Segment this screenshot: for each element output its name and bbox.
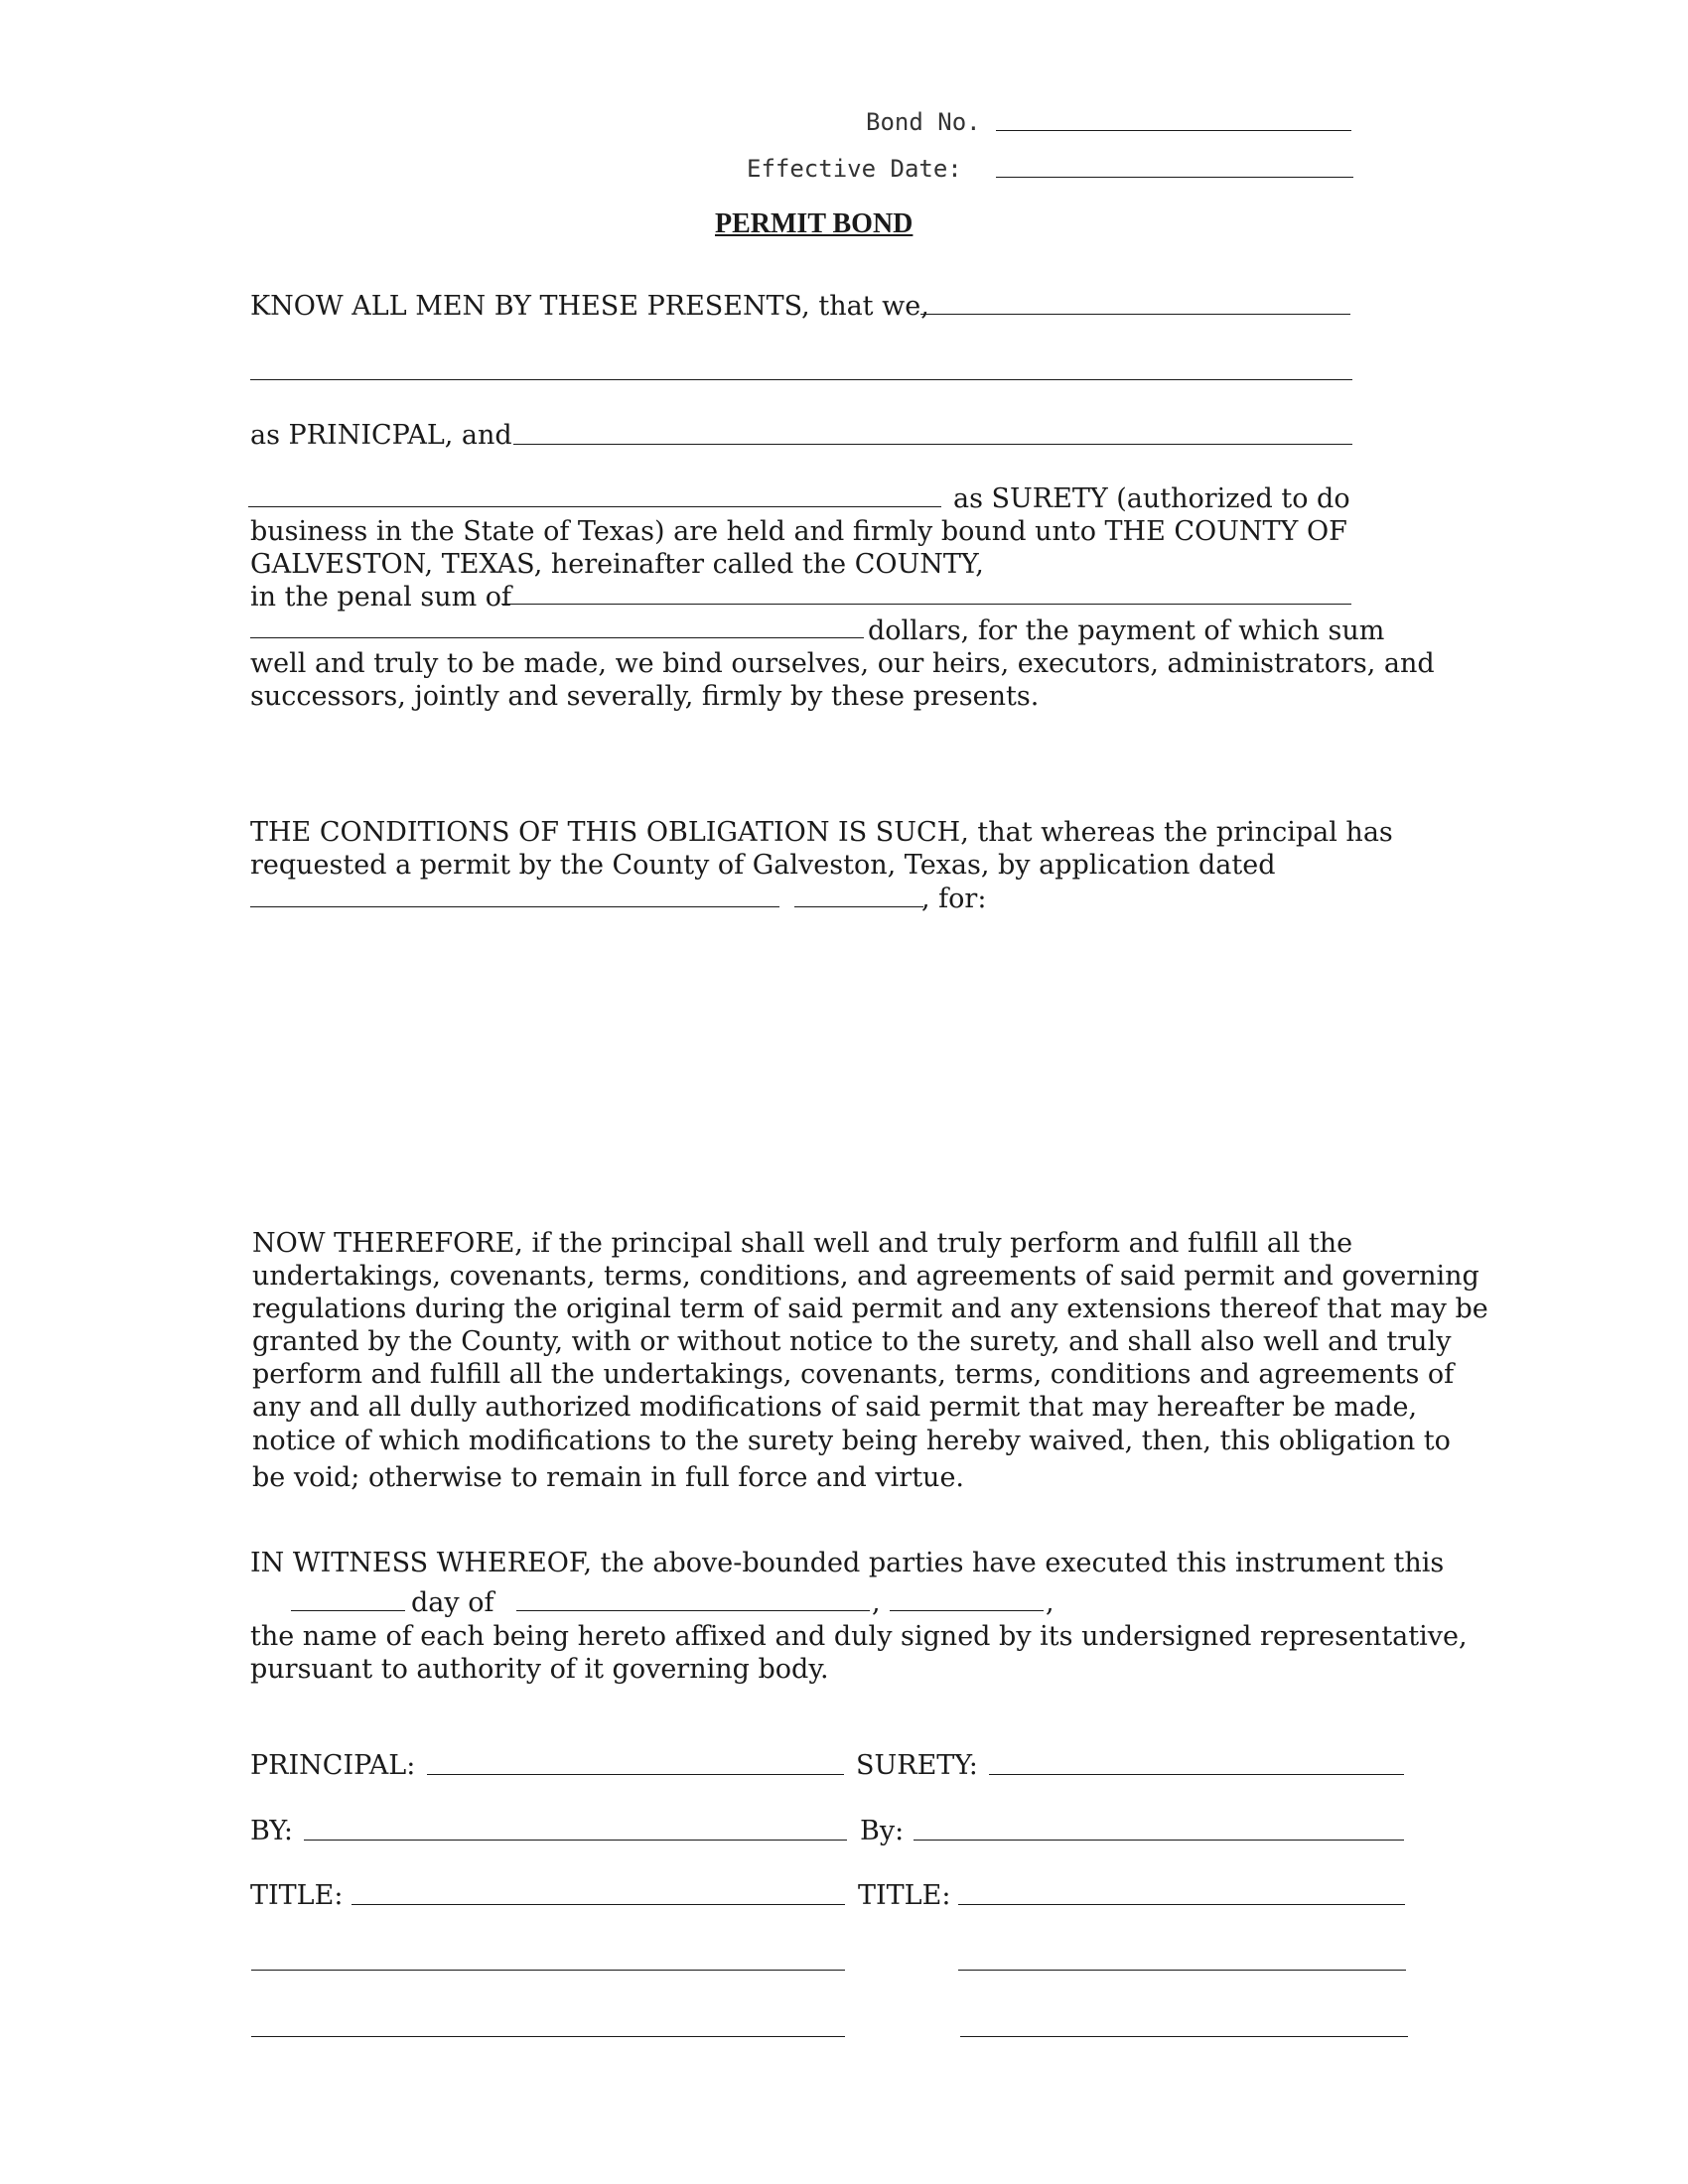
now-therefore-line-7: notice of which modifications to the surety being hereby waived, then, this obligation to — [252, 1426, 1451, 1456]
principal-title-label: TITLE: — [250, 1880, 344, 1911]
witness-day-field[interactable] — [291, 1610, 405, 1611]
now-therefore-line-6: any and all dully authorized modifications of said permit that may hereafter be made, — [252, 1392, 1418, 1423]
witness-line-3: the name of each being hereto affixed and duly signed by its undersigned representative, — [250, 1621, 1468, 1652]
intro-line-successors: successors, jointly and severally, firmly by these presents. — [250, 681, 1040, 712]
witness-comma-2: , — [1046, 1587, 1055, 1618]
now-therefore-line-5: perform and fulfill all the undertakings, covenants, terms, conditions and agreements of — [252, 1359, 1455, 1390]
witness-line-4: pursuant to authority of it governing body. — [250, 1654, 829, 1685]
principal-extra-line-2[interactable] — [251, 2036, 845, 2037]
surety-by-field[interactable] — [914, 1840, 1404, 1841]
principal-extra-line-1[interactable] — [251, 1970, 845, 1971]
application-year-field[interactable] — [794, 906, 923, 907]
penal-sum-field[interactable] — [501, 604, 1351, 605]
surety-extra-line-1[interactable] — [958, 1970, 1406, 1971]
witness-comma-1: , — [872, 1587, 881, 1618]
surety-signature-field[interactable] — [989, 1774, 1404, 1775]
now-therefore-line-1: NOW THEREFORE, if the principal shall well and truly perform and fulfill all the — [252, 1228, 1353, 1259]
now-therefore-line-3: regulations during the original term of said permit and any extensions thereof that may be — [252, 1294, 1488, 1324]
surety-signature-label: SURETY: — [856, 1750, 978, 1781]
bond-no-field[interactable] — [996, 130, 1351, 131]
intro-line-1: KNOW ALL MEN BY THESE PRESENTS, that we, — [250, 291, 929, 322]
penal-sum-field-2[interactable] — [250, 637, 864, 638]
surety-by-label: By: — [860, 1816, 905, 1846]
now-therefore-line-8: be void; otherwise to remain in full force and virtue. — [252, 1462, 965, 1493]
now-therefore-line-2: undertakings, covenants, terms, conditions, and agreements of said permit and governing — [252, 1261, 1479, 1292]
effective-date-field[interactable] — [996, 177, 1353, 178]
intro-line-galveston: GALVESTON, TEXAS, hereinafter called the COUNTY, — [250, 549, 984, 580]
principal-title-field[interactable] — [352, 1904, 845, 1905]
application-date-field[interactable] — [250, 906, 779, 907]
intro-line-business: business in the State of Texas) are held and firmly bound unto THE COUNTY OF — [250, 516, 1347, 547]
witness-month-field[interactable] — [516, 1610, 870, 1611]
conditions-line-1: THE CONDITIONS OF THIS OBLIGATION IS SUCH, that whereas the principal has — [250, 817, 1393, 848]
witness-line-1: IN WITNESS WHEREOF, the above-bounded parties have executed this instrument this — [250, 1548, 1445, 1578]
witness-day-of: day of — [411, 1587, 494, 1618]
conditions-line-2: requested a permit by the County of Galveston, Texas, by application dated — [250, 850, 1276, 881]
for-suffix: , for: — [921, 884, 987, 914]
surety-title-field[interactable] — [958, 1904, 1405, 1905]
effective-date-label: Effective Date: — [747, 155, 962, 183]
bond-no-label: Bond No. — [866, 108, 981, 136]
principal-by-field[interactable] — [304, 1840, 847, 1841]
principal-signature-label: PRINCIPAL: — [250, 1750, 416, 1781]
principal-name-field[interactable] — [920, 314, 1350, 315]
principal-by-label: BY: — [250, 1816, 293, 1846]
dollars-suffix: dollars, for the payment of which sum — [868, 615, 1385, 646]
now-therefore-line-4: granted by the County, with or without notice to the surety, and shall also well and truly — [252, 1326, 1452, 1357]
intro-line-well: well and truly to be made, we bind ourselves, our heirs, executors, administrators, and — [250, 648, 1435, 679]
surety-name-field-2[interactable] — [248, 506, 941, 507]
principal-signature-field[interactable] — [427, 1774, 844, 1775]
surety-suffix: as SURETY (authorized to do — [953, 483, 1350, 514]
principal-label: as PRINICPAL, and — [250, 420, 512, 451]
surety-title-label: TITLE: — [858, 1880, 951, 1911]
witness-year-field[interactable] — [890, 1610, 1044, 1611]
surety-name-field[interactable] — [513, 444, 1352, 445]
principal-name-field-2[interactable] — [250, 379, 1352, 380]
surety-extra-line-2[interactable] — [960, 2036, 1408, 2037]
penal-sum-label: in the penal sum of — [250, 582, 512, 613]
page-title: PERMIT BOND — [715, 208, 914, 239]
